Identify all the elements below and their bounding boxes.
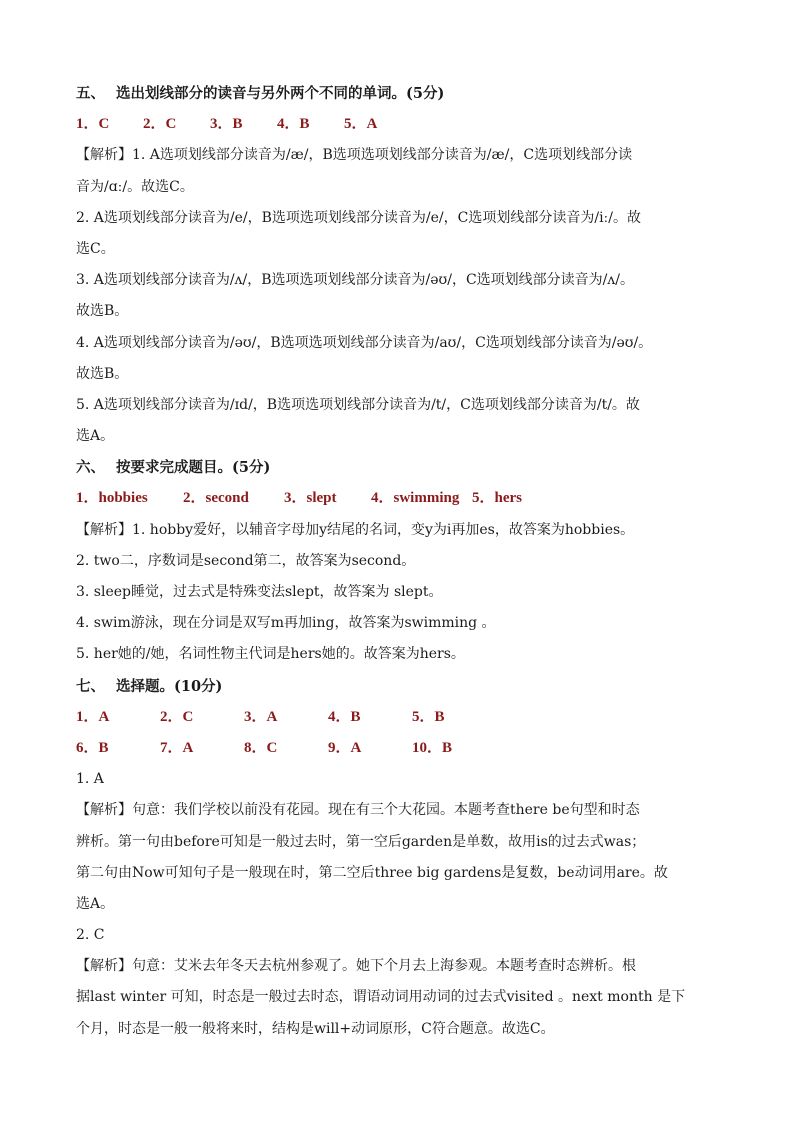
section-7-heading bbox=[76, 671, 726, 702]
explanation-line: 选A。 bbox=[76, 895, 115, 912]
section-6-heading bbox=[76, 452, 726, 483]
answer-item: 9．A bbox=[328, 739, 362, 756]
answer-key-page bbox=[76, 78, 726, 1045]
explanation-line: 【解析】1. hobby爱好，以辅音字母加y结尾的名词，变y为i再加es，故答案为hobbies。 bbox=[76, 521, 635, 538]
explanation-line: 第二句由Now可知句子是一般现在时，第二空后three big gardens是复数，be动词用are。故 bbox=[76, 864, 668, 881]
answer-item: 4．B bbox=[328, 708, 361, 725]
answer-item: 2．C bbox=[143, 116, 177, 133]
answer-item: 4．swimming bbox=[371, 490, 460, 507]
section-7-number: 七、 bbox=[76, 677, 105, 695]
answer-item: 2．C bbox=[160, 708, 194, 725]
explanation-line: 辨析。第一句由before可知是一般过去时，第一空后garden是单数，故用is的过去式was； bbox=[76, 833, 646, 850]
answer-item: 6．B bbox=[76, 739, 109, 756]
answer-item: 2．second bbox=[183, 490, 249, 507]
answer-item: 1．hobbies bbox=[76, 490, 148, 507]
answer-item: 1．A bbox=[76, 708, 110, 725]
answer-item: 4．B bbox=[277, 116, 310, 133]
explanation-line: 【解析】1. A选项划线部分读音为/æ/，B选项选项划线部分读音为/æ/，C选项划线部分读 bbox=[76, 147, 633, 164]
explanation-line: 选C。 bbox=[76, 240, 115, 257]
answer-item: 7．A bbox=[160, 739, 194, 756]
explanation-line: 故选B。 bbox=[76, 365, 129, 382]
explanation-line: 【解析】句意：我们学校以前没有花园。现在有三个大花园。本题考查there be句型和时态 bbox=[76, 802, 640, 819]
answer-item: 3．B bbox=[210, 116, 243, 133]
explanation-line: 3. sleep睡觉，过去式是特殊变法slept，故答案为 slept。 bbox=[76, 584, 443, 600]
explanation-line: 故选B。 bbox=[76, 303, 129, 320]
section-5-heading bbox=[76, 78, 726, 109]
answer-item: 1．C bbox=[76, 116, 110, 133]
explanation-line: 5. her她的/她，名词性物主代词是hers她的。故答案为hers。 bbox=[76, 646, 465, 663]
section-5-answers bbox=[76, 109, 726, 140]
explanation-line: 5. A选项划线部分读音为/ɪd/，B选项选项划线部分读音为/t/，C选项划线部分读音为/t/。故 bbox=[76, 396, 640, 413]
answer-item: 5．A bbox=[344, 116, 378, 133]
explanation-line: 2. A选项划线部分读音为/e/，B选项选项划线部分读音为/e/，C选项划线部分读音为/iː/。故 bbox=[76, 209, 641, 226]
explanation-line: 3. A选项划线部分读音为/ʌ/，B选项选项划线部分读音为/əʊ/，C选项划线部分读音为/ʌ/。 bbox=[76, 272, 635, 289]
answer-item: 5．hers bbox=[472, 490, 522, 507]
explanation-line: 【解析】句意：艾米去年冬天去杭州参观了。她下个月去上海参观。本题考查时态辨析。根 bbox=[76, 958, 636, 975]
section-5-number: 五、 bbox=[76, 85, 105, 102]
answer-item: 3．A bbox=[244, 708, 278, 725]
explanation-line: 选A。 bbox=[76, 428, 115, 445]
answer-item: 10．B bbox=[412, 739, 453, 756]
answer-item: 3．slept bbox=[284, 490, 337, 507]
answer-item: 8．C bbox=[244, 739, 278, 756]
section-7-answers-row-1 bbox=[76, 702, 726, 733]
section-7-answers-row-2 bbox=[76, 733, 726, 764]
explanation-line: 音为/ɑː/。故选C。 bbox=[76, 178, 194, 195]
explanation-line: 2. two二，序数词是second第二，故答案为second。 bbox=[76, 552, 416, 569]
explanation-line: 4. swim游泳，现在分词是双写m再加ing，故答案为swimming 。 bbox=[76, 615, 496, 632]
section-6-number: 六、 bbox=[76, 459, 105, 477]
explanation-line: 个月，时态是一般一般将来时，结构是will+动词原形，C符合题意。故选C。 bbox=[76, 1020, 555, 1037]
question-answer-line: 1. A bbox=[76, 771, 104, 788]
answer-item: 5．B bbox=[412, 708, 445, 725]
section-7-title: 选择题。(10分) bbox=[116, 677, 223, 695]
section-6-title: 按要求完成题目。(5分) bbox=[116, 459, 271, 477]
explanation-line: 4. A选项划线部分读音为/əʊ/，B选项选项划线部分读音为/aʊ/，C选项划线部分读音为/əʊ/。 bbox=[76, 334, 653, 351]
section-5-title: 选出划线部分的读音与另外两个不同的单词。(5分) bbox=[116, 85, 445, 102]
section-6-answers bbox=[76, 483, 726, 514]
explanation-line: 据last winter 可知，时态是一般过去时态，谓语动词用动词的过去式visited 。next month 是下 bbox=[76, 989, 686, 1006]
question-answer-line: 2. C bbox=[76, 927, 105, 944]
